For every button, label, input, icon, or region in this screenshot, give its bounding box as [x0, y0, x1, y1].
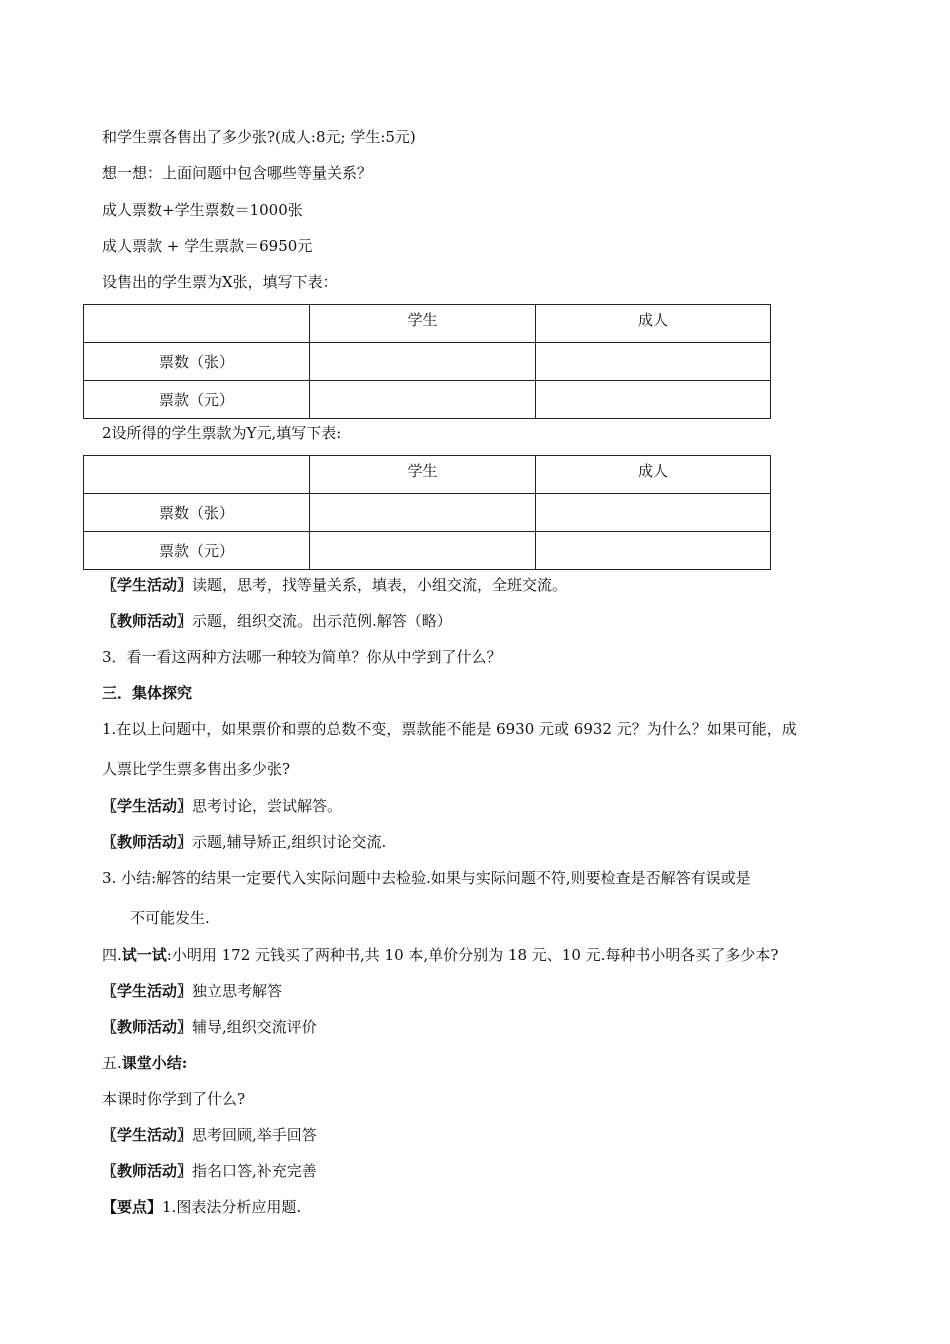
- section-title-explore: 三．集体探究: [102, 684, 193, 702]
- table-header-cell: 成人: [536, 456, 771, 494]
- activity-label: 〖教师活动〗: [102, 1162, 193, 1180]
- activity-text: 示题,辅导矫正,组织讨论交流.: [192, 833, 387, 851]
- activity-text: 示题，组织交流。出示范例.解答（略）: [192, 612, 452, 630]
- activity-label: 〖教师活动〗: [102, 1018, 193, 1036]
- activity-label: 〖教师活动〗: [102, 833, 193, 851]
- table-header-cell: [84, 456, 310, 494]
- text-summary-line2: 不可能发生.: [130, 909, 210, 927]
- text-try-it: [102, 945, 778, 965]
- student-activity-4: [102, 1125, 317, 1145]
- table-row: [84, 532, 771, 570]
- table-row: [84, 494, 771, 532]
- table-cell: [310, 532, 536, 570]
- text-ticket-question: 和学生票各售出了多少张?(成人:8元; 学生:5元): [102, 128, 416, 146]
- table-cell: [536, 343, 771, 381]
- activity-label: 〖学生活动〗: [102, 1126, 193, 1144]
- activity-text: 独立思考解答: [192, 982, 283, 1000]
- table-row-label: 票数（张）: [84, 494, 310, 532]
- table-row-label: 票款（元）: [84, 532, 310, 570]
- text-think: 想一想：上面问题中包含哪些等量关系？: [102, 164, 373, 182]
- text-equation-count: 成人票数+学生票数＝1000张: [102, 201, 303, 219]
- text-equation-money: 成人票款 + 学生票款＝6950元: [102, 237, 313, 255]
- text-learned-question: 本课时你学到了什么?: [102, 1090, 246, 1108]
- activity-text: 读题，思考，找等量关系，填表，小组交流，全班交流。: [192, 576, 568, 594]
- text-explore-question-line2: 人票比学生票多售出多少张?: [102, 760, 291, 778]
- try-text: :小明用 172 元钱买了两种书,共 10 本,单价分别为 18 元、10 元.每种书小明各买了多少本?: [166, 946, 779, 964]
- section-title-try: 试一试: [121, 946, 167, 964]
- student-activity-3: [102, 981, 282, 1001]
- table-cell: [536, 494, 771, 532]
- section-prefix: 四.: [102, 946, 122, 964]
- activity-text: 指名口答,补充完善: [192, 1162, 317, 1180]
- table-cell: [310, 381, 536, 419]
- teacher-activity-2: [102, 832, 386, 852]
- table-cell: [536, 532, 771, 570]
- student-activity-1: [102, 575, 567, 595]
- table-row-label: 票数（张）: [84, 343, 310, 381]
- table-cell: [310, 494, 536, 532]
- section-title-summary: [102, 1053, 187, 1073]
- activity-label: 〖学生活动〗: [102, 576, 193, 594]
- section-colon: :: [181, 1054, 188, 1072]
- activity-label: 〖教师活动〗: [102, 612, 193, 630]
- section-title-text: 课堂小结: [121, 1054, 182, 1072]
- section-prefix: 五.: [102, 1054, 122, 1072]
- table-student-count: [83, 304, 771, 419]
- key-point-label: 【要点】: [102, 1198, 163, 1216]
- table-row: [84, 343, 771, 381]
- activity-text: 辅导,组织交流评价: [192, 1018, 317, 1036]
- student-activity-2: [102, 796, 342, 816]
- table-header-cell: 成人: [536, 305, 771, 343]
- activity-label: 〖学生活动〗: [102, 982, 193, 1000]
- table-cell: [310, 343, 536, 381]
- text-table2-instruction: 2设所得的学生票款为Y元,填写下表:: [102, 424, 342, 442]
- text-explore-question-line1: 1.在以上问题中，如果票价和票的总数不变，票款能不能是 6930 元或 6932 元？为什么？如果可能，成: [102, 720, 797, 738]
- activity-text: 思考回顾,举手回答: [192, 1126, 317, 1144]
- key-point: [102, 1197, 301, 1217]
- teacher-activity-3: [102, 1017, 317, 1037]
- teacher-activity-4: [102, 1161, 317, 1181]
- teacher-activity-1: [102, 611, 452, 631]
- text-summary-line1: 3. 小结:解答的结果一定要代入实际问题中去检验.如果与实际问题不符,则要检查是否解答有误或是: [102, 869, 751, 887]
- key-point-text: 1.图表法分析应用题.: [162, 1198, 302, 1216]
- table-header-cell: [84, 305, 310, 343]
- text-question-3: 3．看一看这两种方法哪一种较为简单？你从中学到了什么？: [102, 648, 502, 666]
- table-student-money: [83, 455, 771, 570]
- table-header-cell: 学生: [310, 456, 536, 494]
- table-row: [84, 381, 771, 419]
- table-header-cell: 学生: [310, 305, 536, 343]
- activity-label: 〖学生活动〗: [102, 797, 193, 815]
- activity-text: 思考讨论，尝试解答。: [192, 797, 343, 815]
- table-row-label: 票款（元）: [84, 381, 310, 419]
- text-table1-instruction: 设售出的学生票为X张，填写下表：: [102, 273, 338, 291]
- table-cell: [536, 381, 771, 419]
